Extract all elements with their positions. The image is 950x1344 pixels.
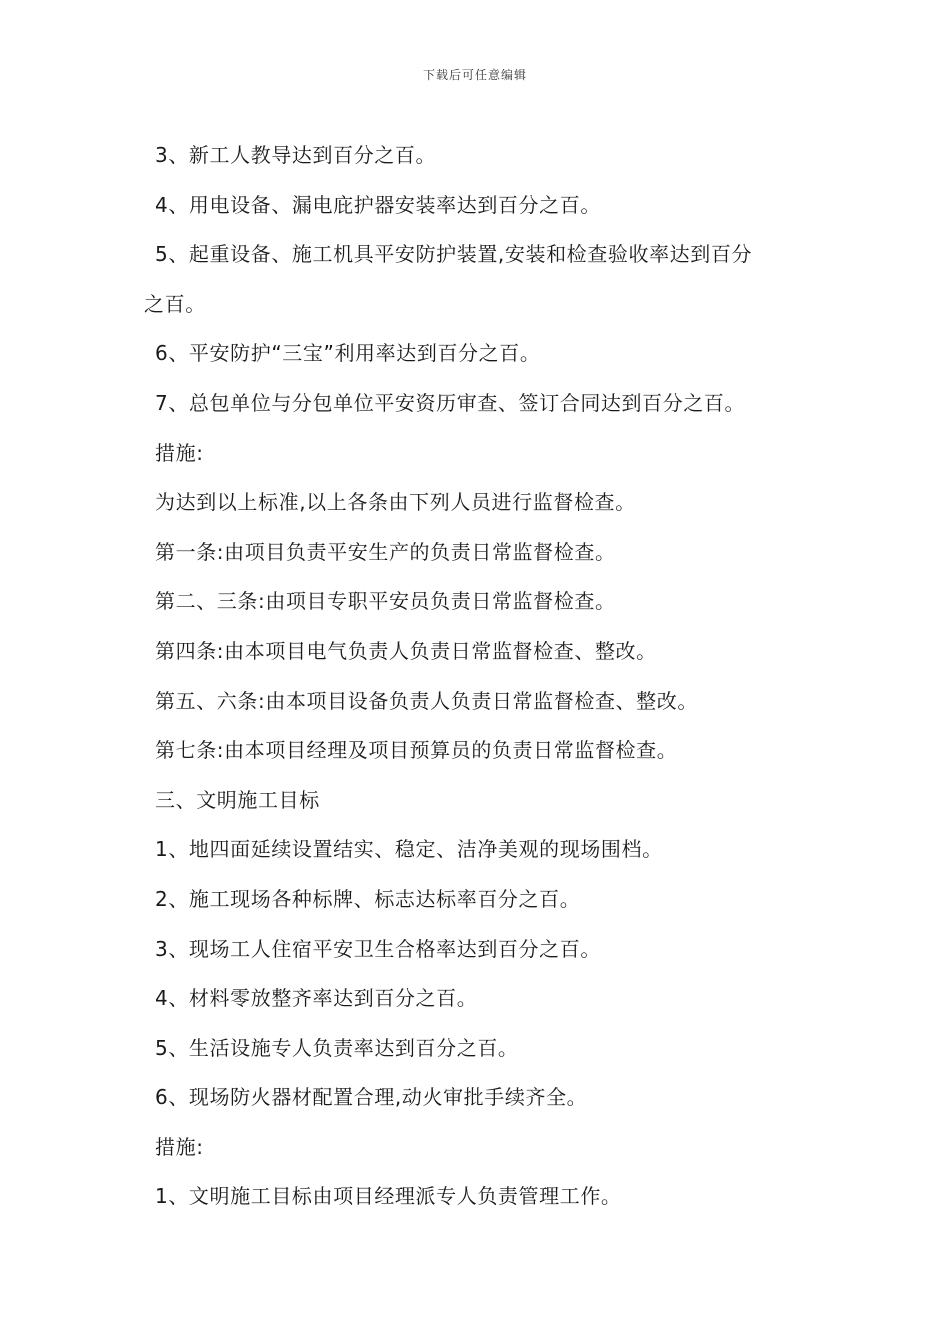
paragraph-line: 3、新工人教导达到百分之百。 [155,143,437,167]
section-label: 措施: [155,440,204,465]
paragraph-line: 为达到以上标准,以上各条由下列人员进行监督检查。 [155,490,636,515]
section-heading: 三、文明施工目标 [155,787,320,812]
paragraph-line: 第五、六条:由本项目设备负责人负责日常监督检查、整改。 [155,688,698,713]
document-body [144,131,824,1222]
paragraph-line: 5、生活设施专人负责率达到百分之百。 [155,1035,519,1060]
paragraph-line: 3、现场工人住宿平安卫生合格率达到百分之百。 [155,936,601,961]
paragraph-line: 1、地四面延续设置结实、稳定、洁净美观的现场围档。 [155,837,663,862]
paragraph-line: 2、施工现场各种标牌、标志达标率百分之百。 [155,886,581,911]
page-header: 下载后可任意编辑 [422,68,527,82]
section-label: 措施: [155,1134,204,1159]
paragraph-line: 6、现场防火器材配置合理,动火审批手续齐全。 [155,1085,588,1110]
paragraph-line: 5、起重设备、施工机具平安防护装置,安装和检查验收率达到百分 [155,242,753,267]
paragraph-line: 7、总包单位与分包单位平安资历审查、签订合同达到百分之百。 [155,390,746,415]
paragraph-line: 4、用电设备、漏电庇护器安装率达到百分之百。 [155,192,601,217]
paragraph-line: 第二、三条:由项目专职平安员负责日常监督检查。 [155,589,616,614]
paragraph-line: 4、材料零放整齐率达到百分之百。 [155,986,478,1011]
paragraph-line: 6、平安防护“三宝”利用率达到百分之百。 [155,341,541,366]
paragraph-line: 1、文明施工目标由项目经理派专人负责管理工作。 [155,1184,622,1209]
paragraph-line: 第一条:由项目负责平安生产的负责日常监督检查。 [155,539,616,564]
paragraph-line: 第四条:由本项目电气负责人负责日常监督检查、整改。 [155,638,657,663]
paragraph-line: 第七条:由本项目经理及项目预算员的负责日常监督检查。 [155,738,678,763]
paragraph-line: 之百。 [144,291,206,316]
